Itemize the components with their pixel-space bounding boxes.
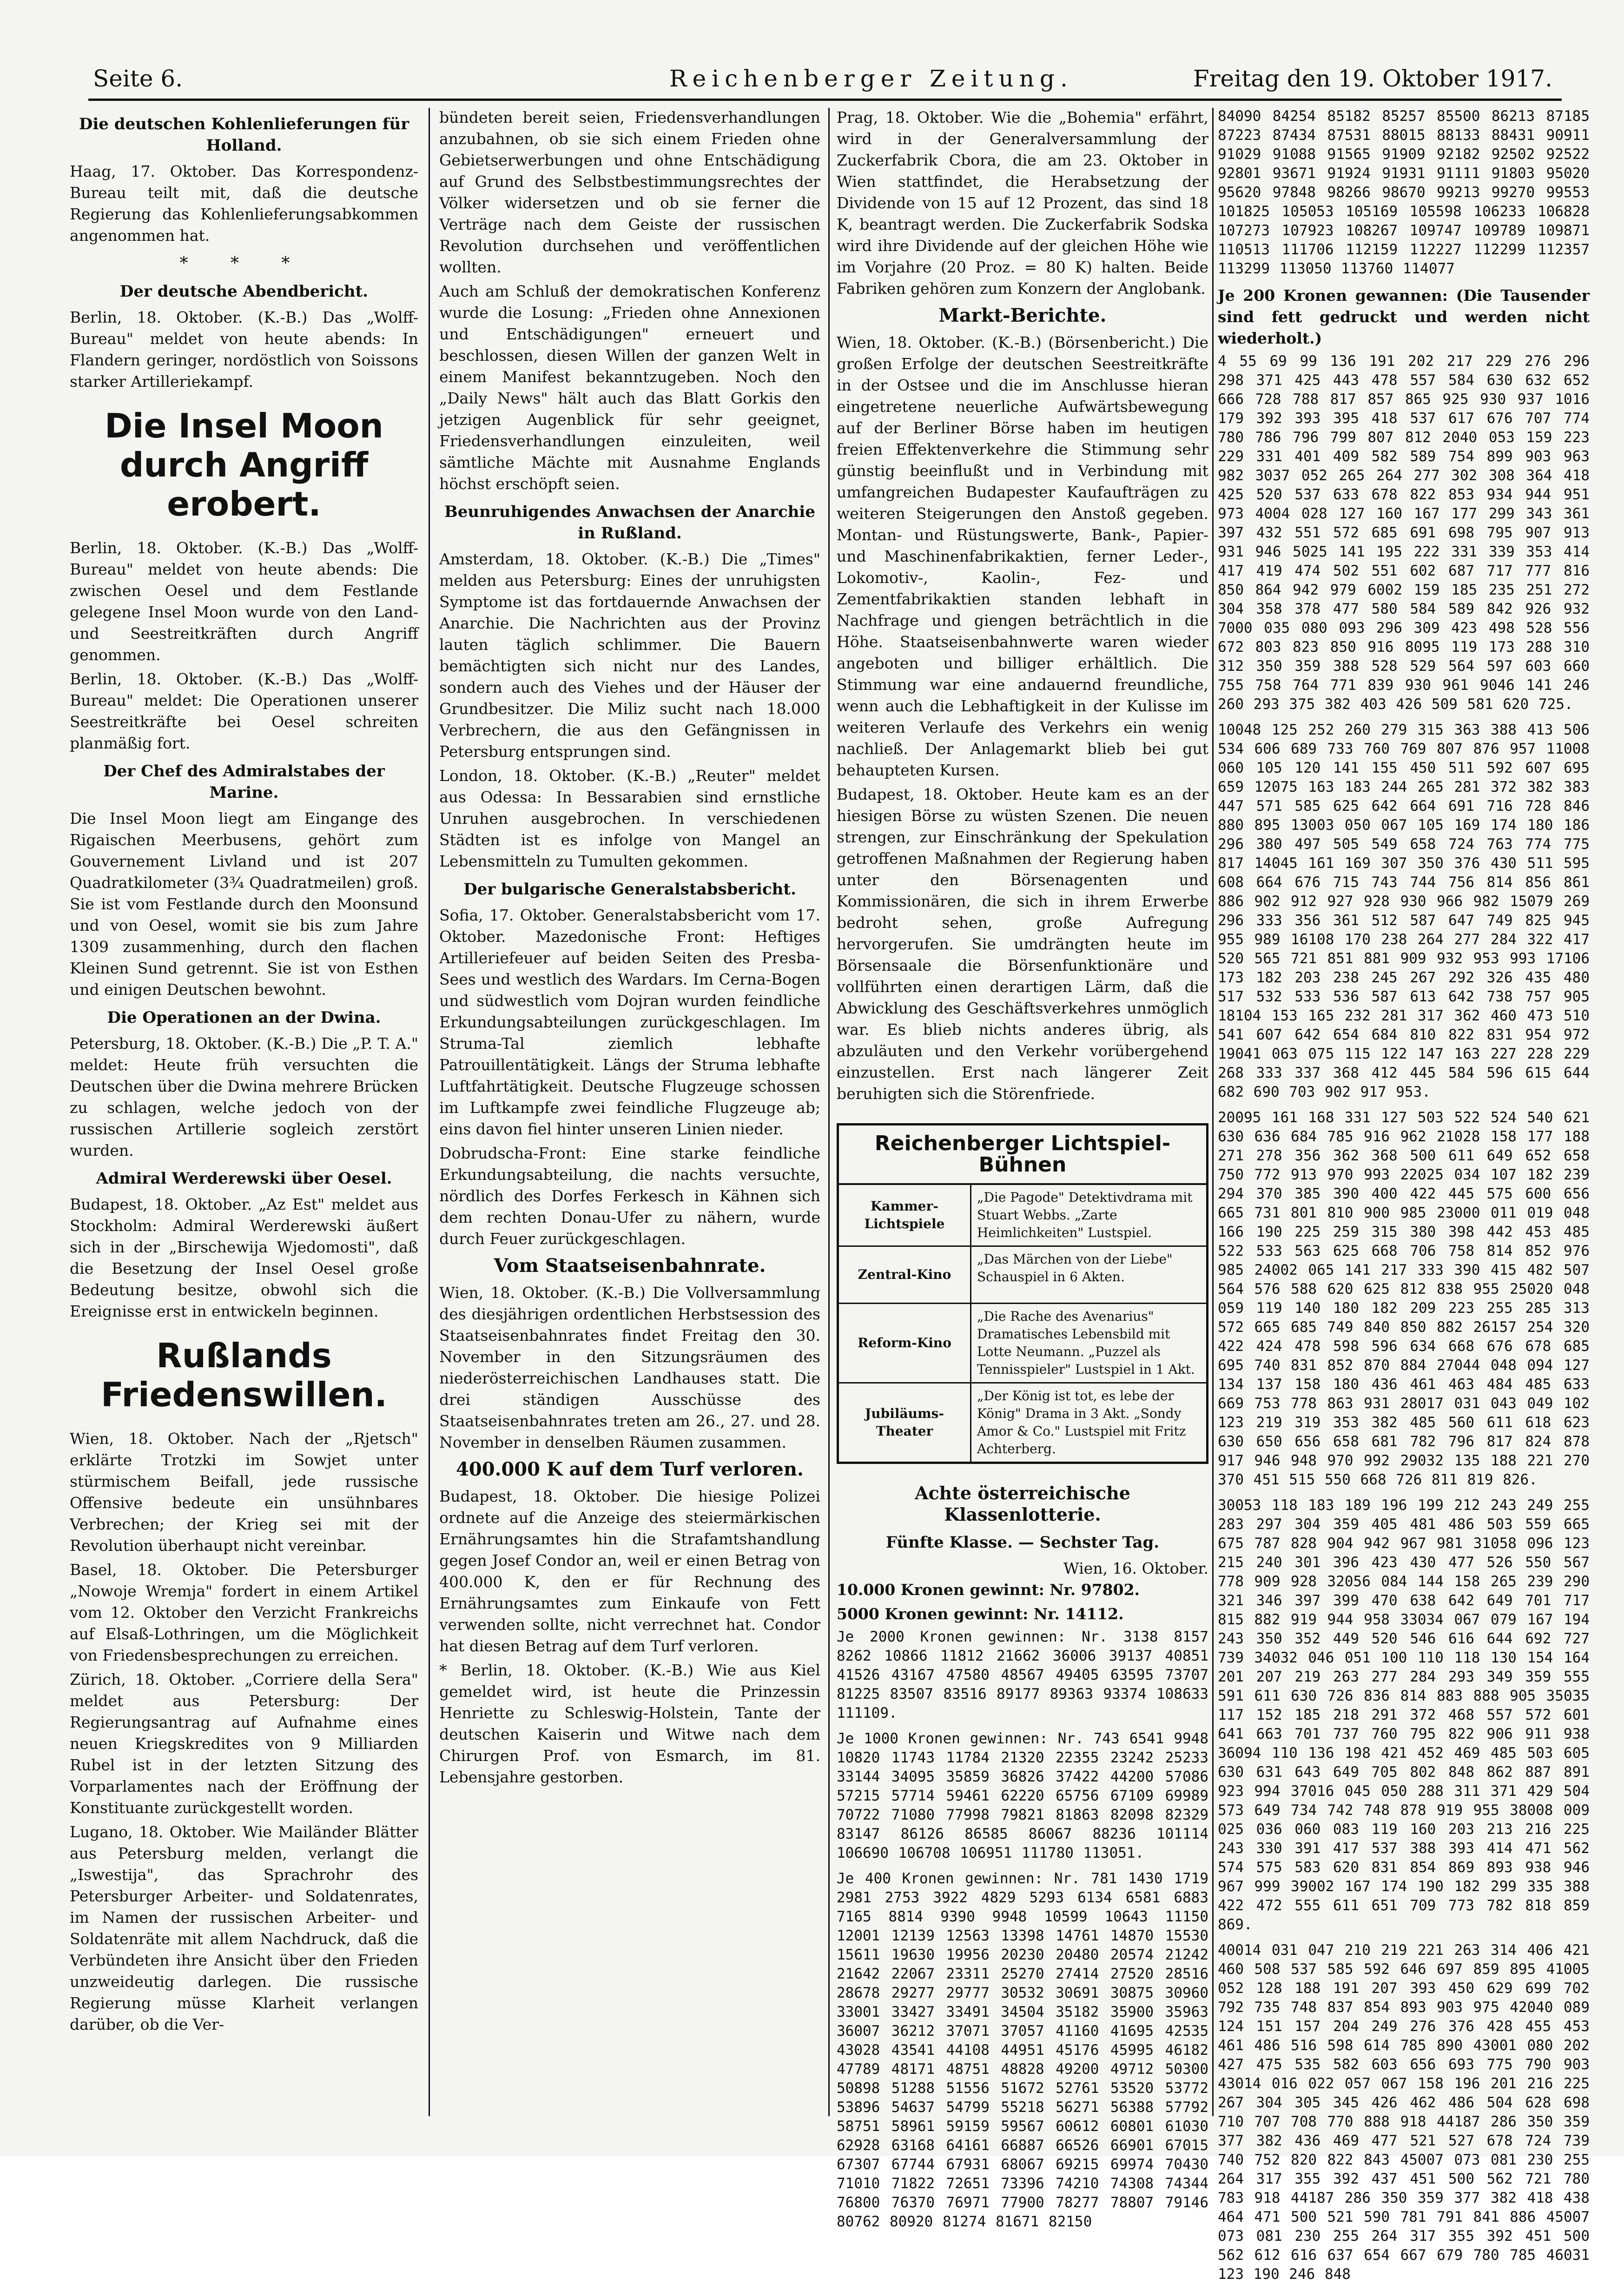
prize-200-block-30000: 30053 118 183 189 196 199 212 243 249 255 283 297 304 359 405 481 486 503 559 665 675 787 828 904 942 967 981 31058 096 123 215 240 301 396 423 430 477 526 550 567 778 909 928 32056 084 144 158 265 239 290 321 346 397 399 470 638 642 649 701 717 815 882 919 944 958 33034 067 079 167 194 243 350 352 449 520 546 616 644 692 727 739 34032 046 051 100 110 118 130 154 164 201 207 219 263 277 284 293 349 359 555 591 611 630 726 836 814 883 888 905 35035 117 152 185 218 291 372 468 557 572 601 641 663 701 737 760 795 822 906 911 938 36094 110 136 198 421 452 469 485 503 605 630 631 643 649 705 802 848 862 887 891 923 994 37016 045 050 288 311 371 429 504 573 649 734 742 748 878 919 955 38008 009 025 036 060 083 119 160 203 213 216 225 243 330 391 417 537 388 393 414 471 562 574 575 583 620 831 854 869 893 938 946 967 999 39002 167 174 190 182 299 335 388 422 472 555 611 651 709 773 782 818 859 869. <box>1218 1497 1590 1933</box>
column-3 <box>837 107 1208 2230</box>
lottery-numbers-continued: 84090 84254 85182 85257 85500 86213 87185 87223 87434 87531 88015 88133 88431 90911 91029 91088 91565 91909 92182 92502 92522 92801 93671 91924 91931 91111 91803 95020 95620 97848 98266 98670 99213 99270 99553 101825 105053 105169 105598 106233 106828 107273 107923 108267 109747 109789 109871 110513 111706 112159 112227 112299 112357 113299 113050 113760 114077 <box>1218 108 1590 277</box>
header-rule <box>88 99 1562 101</box>
article-london: London, 18. Oktober. (K.-B.) „Reuter" meldet aus Odessa: In Bessarabien sind ernstliche Unruhen ausgebrochen. In verschiedenen Städten ist es infolge von Mangel an Lebensmitteln zu Tumulten gekommen. <box>439 767 820 870</box>
headline-dwina: Die Operationen an der Dwina. <box>107 1008 381 1027</box>
article-berlin-3: Berlin, 18. Oktober. (K.-B.) Das „Wolff-Bureau" meldet: Die Operationen unserer Seestreitkräfte bei Oesel schreiten planmäßig fort. <box>70 670 418 752</box>
headline-turf: 400.000 K auf dem Turf verloren. <box>456 1458 804 1480</box>
article-dobrudscha: Dobrudscha-Front: Eine starke feindliche Erkundungsabteilung, die nachts versuchte, nördlich des Dorfes Ferkesch in Kähnen sich dem rechten Donau-Ufer zu nähern, wurde durch Feuer zurückgeschlagen. <box>439 1144 820 1248</box>
masthead: Reichenberger Zeitung. <box>669 65 1073 92</box>
article-berlin-4: * Berlin, 18. Oktober. (K.-B.) Wie aus Kiel gemeldet wird, ist heute die Prinzessin Henriette zu Schleswig-Holstein, Tante der deutschen Kaiserin und Witwe nach dem Chirurgen Prof. von Esmarch, im 81. Lebensjahre gestorben. <box>439 1661 820 1786</box>
article-amsterdam: Amsterdam, 18. Oktober. (K.-B.) Die „Times" melden aus Petersburg: Eines der unruhigsten Symptome ist das fortdauernde Anwachsen der Anarchie. Die Nachrichten aus der Provinz lauten täglich schlimmer. Die Bauern bemächtigten sich nicht nur des Landes, sondern auch des Viehes und der Häuser der Grundbesitzer. Die Miliz sucht nach 18.000 Verbrechern, die aus den Gefängnissen in Petersburg entsprungen sind. <box>439 550 820 761</box>
column-1 <box>70 107 418 2120</box>
column-rule-2 <box>828 108 830 2116</box>
cinema-venue: Reform-Kino <box>839 1304 971 1382</box>
article-sofia: Sofia, 17. Oktober. Generalstabsbericht vom 17. Oktober. Mazedonische Front: Heftiges Artilleriefeuer auf beiden Seiten des Presba-Sees und westlich des Wardars. Im Cerna-Bogen und südwestlich vom Dojran wurden feindliche Erkundungsabteilungen zurückgeschlagen. Im Struma-Tal ziemlich lebhafte Patrouillentätigkeit. Längs der Struma lebhafte Luftfahrtätigkeit. Deutsche Flugzeuge schossen im Luftkampfe zwei feindliche Flugzeuge ab; eins davon fiel hinter unseren Linien nieder. <box>439 906 820 1138</box>
article-basel: Basel, 18. Oktober. Die Petersburger „Nowoje Wremja" fordert in einem Artikel vom 12. Oktober den Verzicht Frankreichs auf Elsaß-Lothringen, um die Möglichkeit von Friedensbesprechungen zu erreichen. <box>70 1561 418 1664</box>
headline-bulgarisch: Der bulgarische Generalstabsbericht. <box>463 880 796 899</box>
headline-markt: Markt-Berichte. <box>938 305 1107 326</box>
article-demokratische-konferenz: Auch am Schluß der demokratischen Konferenz wurde die Losung: „Frieden ohne Annexionen und Entschädigungen" erneuert und beschlossen, diesen Willen der ganzen Welt in einem Manifest bekanntzugeben. Noch den „Daily News" hält auch das Blatt Gorkis den jetzigen Augenblick für sehr geeignet, Friedensverhandlungen einzuleiten, weil sämtliche Mächte mit Ausnahme Englands höchst erschöpft seien. <box>439 282 820 493</box>
article-wien-2: Wien, 18. Oktober. (K.-B.) Die Vollversammlung des diesjährigen ordentlichen Herbstsession des Staatseisenbahnrates findet Freitag den 30. November in den Sitzungsräumen des niederösterreichischen Landhauses statt. Die drei ständigen Ausschüsse des Staatseisenbahnrates treten am 26., 27. und 28. November in denselben Räumen zusammen. <box>439 1284 820 1451</box>
headline-lotterie: Achte österreichische Klassenlotterie. <box>915 1483 1130 1525</box>
prize-5000: 5000 Kronen gewinnt: Nr. 14112. <box>837 1605 1124 1623</box>
prize-400-list: Je 400 Kronen gewinnen: Nr. 781 1430 1719 2981 2753 3922 4829 5293 6134 6581 6883 7165 8814 9390 9948 10599 10643 11150 12001 12139 12563 13398 14761 14870 15530 15611 19630 19956 20230 20480 20574 21242 21642 22067 23311 25270 27414 27520 28516 28678 29277 29777 30532 30691 30875 30960 33001 33427 33491 34504 35182 35900 35963 36007 36212 37071 37057 41160 41695 42535 43028 43541 44108 44951 45176 45995 46182 47789 48171 48751 48828 49200 49712 50300 50898 51288 51556 51672 52761 53520 53772 53896 54637 54799 55218 56271 56388 57792 58751 58961 59159 59567 60612 60801 61030 62928 63168 64161 66887 66526 66901 67015 67307 67744 67931 68067 69215 69974 70430 71010 71822 72651 73396 74210 74308 74344 76800 76370 76971 77900 78277 78807 79146 80762 80920 81274 81671 82150 <box>837 1870 1208 2230</box>
headline-abendbericht: Der deutsche Abendbericht. <box>119 282 369 301</box>
separator-stars: * * * <box>179 254 309 273</box>
headline-anarchie: Beunruhigendes Anwachsen der Anarchie in Rußland. <box>444 503 815 543</box>
cinema-program: „Die Rache des Avenarius" Dramatisches Lebensbild mit Lotte Neumann. „Puzzel als Tennisspieler" Lustspiel in 1 Akt. <box>977 1309 1195 1377</box>
cinema-venue: Jubiläums-Theater <box>839 1384 971 1462</box>
subheadline-klasse: Fünfte Klasse. — Sechster Tag. <box>885 1533 1160 1552</box>
prize-2000-list: Je 2000 Kronen gewinnen: Nr. 3138 8157 8262 10866 11812 21662 36006 39137 40851 41526 43167 47580 48567 49405 63595 73707 81225 83507 83516 89177 89363 93374 108633 111109. <box>837 1629 1208 1721</box>
page-number: Seite 6. <box>93 65 183 92</box>
cinema-program: „Das Märchen von der Liebe" Schauspiel in 6 Akten. <box>977 1251 1173 1284</box>
article-zurich: Zürich, 18. Oktober. „Corriere della Sera" meldet aus Petersburg: Der Regierungsantrag auf Aufnahme eines neuen Kriegskredites von 9 Milliarden Rubel ist in der letzten Sitzung des Vorparlamentes nach der Eröffnung der Konstituante zurückgestellt worden. <box>70 1670 418 1817</box>
article-budapest-boerse: Budapest, 18. Oktober. Heute kam es an der hiesigen Börse zu wüsten Szenen. Die neuen strengen, zur Einschränkung der Spekulation getroffenen Maßnahmen der Regierung haben unter den Börsenagenten und Kommissionären, die sich in ihrem Erwerbe bedroht sehen, große Aufregung hervorgerufen. Sie umdrängten heute im Börsensaale die Börsenfunktionäre und vollführten einen derartigen Lärm, daß die Abwicklung des Geschäftsverkehres unmöglich war. Es blieb nichts anderes übrig, als abzuläuten und den Verkehr vorübergehend einzustellen. Erst nach längerer Zeit beruhigten sich die Störenfriede. <box>837 785 1208 1103</box>
prize-200-heading: Je 200 Kronen gewannen: (Die Tausender sind fett gedruckt und werden nicht wiederholt.) <box>1218 286 1590 347</box>
lottery-dateline: Wien, 16. Oktober. <box>1063 1559 1208 1577</box>
cinema-program: „Der König ist tot, es lebe der König" Drama in 3 Akt. „Sondy Amor & Co." Lustspiel mit Fritz Achterberg. <box>977 1388 1186 1456</box>
issue-date: Freitag den 19. Oktober 1917. <box>1193 65 1552 92</box>
prize-10000: 10.000 Kronen gewinnt: Nr. 97802. <box>837 1581 1140 1599</box>
column-2 <box>439 107 820 2120</box>
signature-admiralstab: Der Chef des Admiralstabes der Marine. <box>103 762 385 802</box>
prize-1000-list: Je 1000 Kronen gewinnen: Nr. 743 6541 9948 10820 11743 11784 21320 22355 23242 25233 33144 34095 35859 36826 37422 44200 57086 57215 57714 59461 62220 65756 67109 69989 70722 71080 77998 79821 81863 82098 82329 83147 86126 86585 86067 88236 101114 106690 106708 106951 111780 113051. <box>837 1730 1208 1861</box>
cinema-row <box>839 1247 1206 1304</box>
page-header <box>88 60 1557 102</box>
article-prag: Prag, 18. Oktober. Wie die „Bohemia" erfährt, wird in der Generalversammlung der Zuckerfabrik Cbora, die am 23. Oktober in Wien stattfindet, die Herabsetzung der Dividende von 15 auf 12 Prozent, das sind 18 K, beantragt werden. Die Zuckerfabrik Sodska wird ihre Dividende auf der gleichen Höhe wie im Vorjahre (20 Proz. = 80 K) halten. Beide Fabriken gehören zum Konzern der Anglobank. <box>837 108 1208 298</box>
article-wien-boerse: Wien, 18. Oktober. (K.-B.) (Börsenbericht.) Die großen Erfolge der deutschen Seestreitkräfte in der Ostsee und die im Anschlusse hieran eingetretene neuerliche Aufwärtsbewegung auf der Berliner Börse haben im heutigen freien Effektenverkehre die Stimmung sehr günstig beeinflußt und in Verbindung mit umfangreichen Budapester Kaufaufträgen zu weiteren Steigerungen den Anstoß gegeben. Montan- und Rüstungswerte, Bank-, Papier- und Maschinenfabrikaktien, ferner Leder-, Lokomotiv-, Kaolin-, Fez- und Zementfabrikaktien standen lebhaft in Nachfrage und giengen beträchtlich in die Höhe. Staatseisenbahnwerte waren wieder angeboten und billiger erhältlich. Die Stimmung war eine andauernd freundliche, wenn auch die Lebhaftigkeit in der Kulisse im weiteren Verlaufe des Verkehrs ein wenig nachließ. Der Anlagemarkt blieb bei gut behaupteten Kursen. <box>837 333 1208 779</box>
article-wien-1: Wien, 18. Oktober. Nach der „Rjetsch" erklärte Trotzki im Sowjet unter stürmischem Beifall, jede russische Offensive bedeute ein unsühnbares Verbrechen; der Krieg sei mit der Revolution überhaupt nicht vereinbar. <box>70 1430 418 1555</box>
prize-200-block-20000: 20095 161 168 331 127 503 522 524 540 621 630 636 684 785 916 962 21028 158 177 188 271 278 356 362 368 500 611 649 652 658 750 772 913 970 993 22025 034 107 182 239 294 370 385 390 400 422 445 575 600 656 665 731 801 810 900 985 23000 011 019 048 166 190 225 259 315 380 398 442 453 485 522 533 563 625 668 706 758 814 852 976 985 24002 065 141 217 333 390 415 482 507 564 576 588 620 625 812 838 955 25020 048 059 119 140 180 182 209 223 255 285 313 572 665 685 749 840 850 882 26157 254 320 422 424 478 598 596 634 668 676 678 685 695 740 831 852 870 884 27044 048 094 127 134 137 158 180 436 461 463 484 485 633 669 753 778 863 931 28017 031 043 049 102 123 219 319 353 382 485 560 611 618 623 630 650 656 658 681 782 796 817 824 878 917 946 948 970 992 29032 135 188 221 270 370 451 515 550 668 726 811 819 826. <box>1218 1109 1590 1488</box>
article-moon-geography: Die Insel Moon liegt am Eingange des Rigaischen Meerbusens, gehört zum Gouvernement Livland und ist 207 Quadratkilometer (3¾ Quadratmeilen) groß. Sie ist vom Festlande durch den Moonsund und von Oesel, womit sie bis zum Jahre 1309 zusammenhing, durch den flachen Kleinen Sund getrennt. Sie ist von Esthen und einigen Deutschen bewohnt. <box>70 809 418 999</box>
cinema-row <box>839 1185 1206 1247</box>
prize-200-block-10000: 10048 125 252 260 279 315 363 388 413 506 534 606 689 733 760 769 807 876 957 11008 060 105 120 141 155 450 511 592 607 695 659 12075 163 183 244 265 281 372 382 383 447 571 585 625 642 664 691 716 728 846 880 895 13003 050 067 105 169 174 180 186 296 380 497 505 549 658 724 763 774 775 817 14045 161 169 307 350 376 430 511 595 608 664 676 715 743 744 756 814 856 861 886 902 912 927 928 930 966 982 15079 269 296 333 356 361 512 587 647 749 825 945 955 989 16108 170 238 264 277 284 322 417 520 565 721 851 881 909 932 953 993 17106 173 182 203 238 245 267 292 326 435 480 517 532 533 536 587 613 642 738 757 905 18104 153 165 232 281 317 362 460 473 510 541 607 642 654 684 810 822 831 954 972 19041 063 075 115 122 147 163 227 228 229 268 333 337 368 412 445 584 596 615 644 682 690 703 902 917 953. <box>1218 722 1590 1100</box>
cinema-venue: Kammer-Lichtspiele <box>839 1185 971 1245</box>
headline-moon: Die Insel Moon durch Angriff erobert. <box>105 406 383 523</box>
article-continued: bündeten bereit seien, Friedensverhandlungen anzubahnen, ob sie sich einem Frieden ohne Gebietserwerbungen und ohne Entschädigung auf Grund des Selbstbestimmungsrechtes der Völker widersetzen und ob sie ferner die Verträge nach dem Geiste der russischen Revolution durchsehen und veröffentlichen wollten. <box>439 108 820 276</box>
article-budapest-1: Budapest, 18. Oktober. „Az Est" meldet aus Stockholm: Admiral Werderewski äußert sich in der „Birschewija Wjedomosti", daß die Besetzung der Insel Oesel große Bedeutung besitze, obwohl sich die Ereignisse erst in entwickeln beginnen. <box>70 1195 418 1320</box>
article-lugano: Lugano, 18. Oktober. Wie Mailänder Blätter aus Petersburg melden, verlangt die „Iswestija", das Sprachrohr des Petersburger Arbeiter- und Soldatenrates, im Namen der russischen Arbeiter- und Soldatenräte mit allem Nachdruck, daß die Verbündeten ihre Ansicht über den Frieden unzweideutig darlegen. Die russische Regierung müsse Klarheit verlangen darüber, ob die Ver- <box>70 1823 418 2033</box>
cinema-advertisement <box>837 1123 1208 1464</box>
cinema-program: „Die Pagode" Detektivdrama mit Stuart Webbs. „Zarte Heimlichkeiten" Lustspiel. <box>977 1190 1193 1240</box>
headline-kohlen: Die deutschen Kohlenlieferungen für Holland. <box>79 115 409 155</box>
column-rule-3 <box>1212 108 1214 2116</box>
article-petersburg: Petersburg, 18. Oktober. (K.-B.) Die „P. T. A." meldet: Heute früh versuchten die Deutschen über die Dwina mehrere Brücken zu schlagen, welche jedoch von der russischen Artillerie sogleich zerstört wurden. <box>70 1034 418 1159</box>
cinema-ad-title: Reichenberger Lichtspiel-Bühnen <box>839 1125 1206 1185</box>
column-4 <box>1218 107 1590 2283</box>
prize-200-block-40000: 40014 031 047 210 219 221 263 314 406 421 460 508 537 585 592 646 697 859 895 41005 052 128 188 191 207 393 450 629 699 702 792 735 748 837 854 893 903 975 42040 089 124 151 157 204 249 276 376 428 455 453 461 486 516 598 614 785 890 43001 080 202 427 475 535 582 603 656 693 775 790 903 43014 016 022 057 067 158 196 201 216 225 267 304 305 345 426 462 486 504 628 698 710 707 708 770 888 918 44187 286 350 359 377 382 436 469 477 521 527 678 724 739 740 752 820 822 843 45007 073 081 230 255 264 317 355 392 437 451 500 562 721 780 783 918 44187 286 350 359 377 382 418 438 464 471 500 521 590 781 791 841 886 45007 073 081 230 255 264 317 355 392 451 500 562 612 616 637 654 667 679 780 785 46031 123 190 246 848 <box>1218 1942 1590 2283</box>
article-budapest-2: Budapest, 18. Oktober. Die hiesige Polizei ordnete auf die Anzeige des steiermärkischen Ernährungsamtes hin die Strafamtshandlung gegen Josef Condor an, weil er einen Betrag von 400.000 K, den er für Rechnung des Ernährungsamtes zum Einkaufe von Fett verwenden sollte, nicht verrechnet hat. Condor hat diesen Betrag auf dem Turf verloren. <box>439 1487 820 1655</box>
column-rule-1 <box>429 108 430 2116</box>
article-berlin-2: Berlin, 18. Oktober. (K.-B.) Das „Wolff-Bureau" meldet von heute abends: Die zwischen Oesel und dem Festlande gelegene Insel Moon wurde von den Land- und Seestreitkräften durch Angriff genommen. <box>70 539 418 664</box>
headline-friedenswillen: Rußlands Friedenswillen. <box>100 1336 388 1414</box>
cinema-venue: Zentral-Kino <box>839 1247 971 1303</box>
article-haag: Haag, 17. Oktober. Das Korrespondenz-Bureau teilt mit, daß die deutsche Regierung das Kohlenlieferungsabkommen angenommen hat. <box>70 162 418 245</box>
cinema-row <box>839 1384 1206 1462</box>
cinema-row <box>839 1304 1206 1384</box>
headline-admiral: Admiral Werderewski über Oesel. <box>96 1169 392 1188</box>
article-berlin-1: Berlin, 18. Oktober. (K.-B.) Das „Wolff-Bureau" meldet von heute abends: In Flandern geringer, nordöstlich von Soissons starker Artilleriekampf. <box>70 308 418 391</box>
headline-staatseisenbahnrat: Vom Staatseisenbahnrate. <box>494 1255 766 1277</box>
prize-200-block-0: 4 55 69 99 136 191 202 217 229 276 296 298 371 425 443 478 557 584 630 632 652 666 728 788 817 857 865 925 930 937 1016 179 392 393 395 418 537 617 676 707 774 780 786 796 799 807 812 2040 053 159 223 229 331 401 409 582 589 754 899 903 963 982 3037 052 265 264 277 302 308 364 418 425 520 537 633 678 822 853 934 944 951 973 4004 028 127 160 167 177 299 343 361 397 432 551 572 685 691 698 795 907 913 931 946 5025 141 195 222 331 339 353 414 417 419 474 502 551 602 687 717 777 816 850 864 942 979 6002 159 185 235 251 272 304 358 378 477 580 584 589 842 926 932 7000 035 080 093 296 309 423 498 528 556 672 803 823 850 916 8095 119 173 288 310 312 350 359 388 528 529 564 597 603 660 755 758 764 771 839 930 961 9046 141 246 260 293 375 382 403 426 509 581 620 725. <box>1218 353 1590 713</box>
